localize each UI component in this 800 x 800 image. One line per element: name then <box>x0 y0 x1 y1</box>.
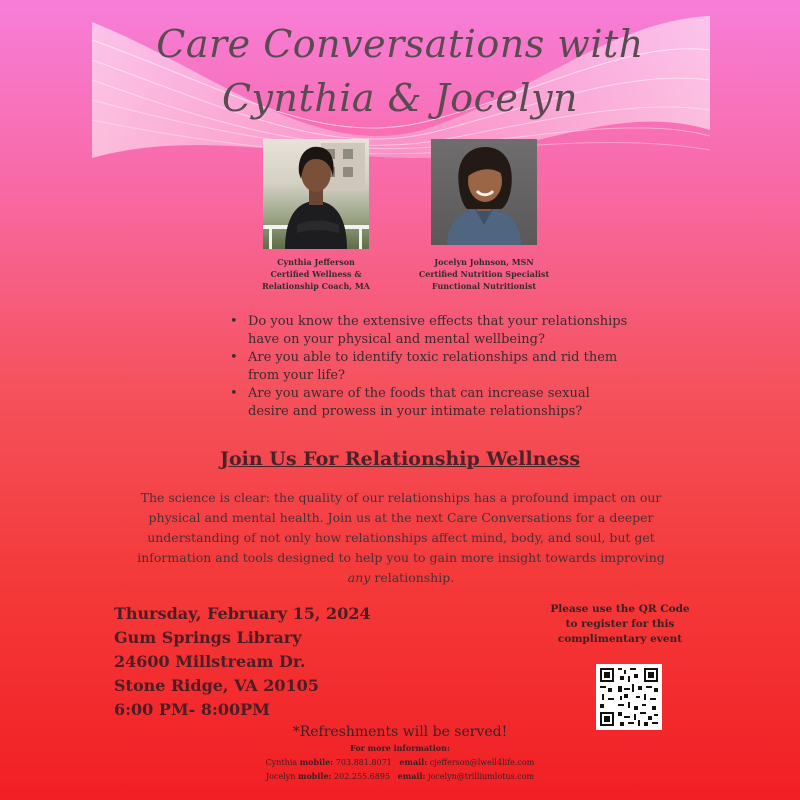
qr-note-line: Please use the QR Code <box>550 603 690 615</box>
more-info-label: For more information: <box>350 743 450 753</box>
cynthia-photo <box>263 139 369 249</box>
event-venue: Gum Springs Library <box>114 628 302 647</box>
question-list <box>228 313 628 421</box>
event-city: Stone Ridge, VA 20105 <box>114 676 319 695</box>
mobile-number[interactable]: 202.255.6895 <box>334 772 391 781</box>
body-paragraph <box>118 488 684 588</box>
qr-note <box>540 602 700 647</box>
email-address[interactable]: jocelyn@trilliumlotus.com <box>428 772 535 781</box>
question-text: Are you aware of the foods that can increase sexual <box>248 386 590 401</box>
body-text: The science is clear: the quality of our relationships has a profound impact on our physical and mental health. Join us at the next Care Conversations for a deeper understanding of not only how relationships affect mind, body, and soul, but get information and tools designed to help you to gain more insight towards improving <box>137 490 665 565</box>
registration-qr-code[interactable] <box>596 664 662 730</box>
email-address[interactable]: cjefferson@lwell4life.com <box>429 758 535 767</box>
list-item <box>228 313 628 349</box>
question-text: from your life? <box>248 368 345 383</box>
contact-jocelyn <box>200 771 600 781</box>
presenter-name: Cynthia Jefferson <box>277 257 355 267</box>
mobile-label: mobile: <box>299 757 334 767</box>
question-text: Do you know the extensive effects that your relationships <box>248 314 628 329</box>
question-text: desire and prowess in your intimate relationships? <box>248 404 583 419</box>
jocelyn-caption <box>404 256 564 292</box>
body-text-end: relationship. <box>374 570 455 585</box>
list-item <box>228 349 628 385</box>
cynthia-caption <box>244 256 388 292</box>
contact-cynthia <box>200 757 600 767</box>
event-details <box>114 602 444 722</box>
presenter-credential: Certified Wellness & <box>270 269 362 279</box>
bullet-icon: • <box>230 314 238 329</box>
presenter-credential: Relationship Coach, MA <box>262 281 370 291</box>
event-street: 24600 Millstream Dr. <box>114 652 306 671</box>
jocelyn-photo <box>431 139 537 245</box>
title-line-1: Care Conversations with <box>156 22 644 66</box>
mobile-label: mobile: <box>297 771 332 781</box>
join-heading: Join Us For Relationship Wellness <box>219 448 581 470</box>
refreshments-note: *Refreshments will be served! <box>292 724 508 740</box>
email-label: email: <box>397 771 426 781</box>
qr-note-line: complimentary event <box>557 633 683 645</box>
list-item <box>228 385 628 421</box>
title-line-2: Cynthia & Jocelyn <box>221 76 579 120</box>
bullet-icon: • <box>230 386 238 401</box>
event-time: 6:00 PM- 8:00PM <box>114 700 270 719</box>
presenter-credential: Certified Nutrition Specialist <box>418 269 550 279</box>
presenter-credential: Functional Nutritionist <box>431 281 537 291</box>
event-date: Thursday, February 15, 2024 <box>114 604 371 623</box>
presenter-name: Jocelyn Johnson, MSN <box>434 257 534 267</box>
question-text: Are you able to identify toxic relationships and rid them <box>248 350 618 365</box>
contact-name: Cynthia <box>265 758 298 767</box>
question-text: have on your physical and mental wellbeing? <box>248 332 545 347</box>
bullet-icon: • <box>230 350 238 365</box>
contact-name: Jocelyn <box>265 772 296 781</box>
qr-note-line: to register for this <box>565 618 675 630</box>
email-label: email: <box>399 757 428 767</box>
body-emphasis: any <box>347 570 371 585</box>
mobile-number[interactable]: 703.881.8071 <box>335 758 392 767</box>
